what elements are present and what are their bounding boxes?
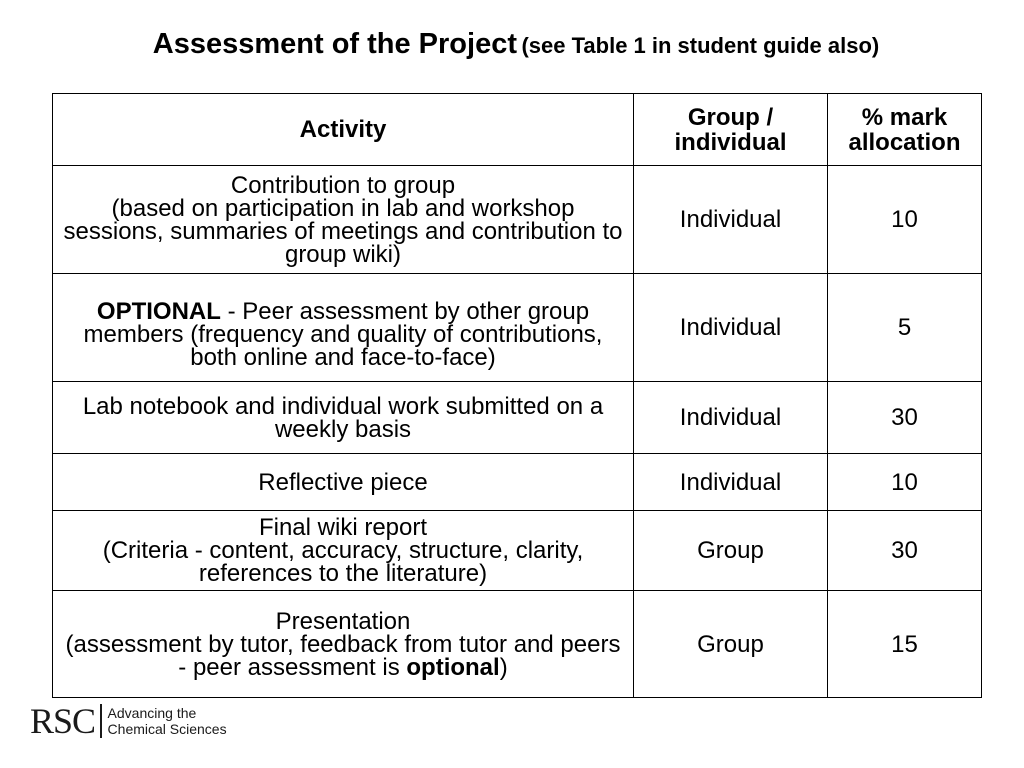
cell-activity: Final wiki report (Criteria - content, accuracy, structure, clarity, references to the literature) [53,511,634,591]
table-row [53,591,982,698]
cell-group: Group [634,591,828,698]
logo-divider [100,704,102,738]
cell-mark: 30 [828,382,982,454]
cell-group: Individual [634,274,828,382]
header-mark-allocation: % mark allocation [828,94,982,166]
title-main: Assessment of the Project [152,28,517,60]
cell-mark: 10 [828,166,982,274]
cell-activity: Lab notebook and individual work submitted on a weekly basis [53,382,634,454]
cell-activity: Reflective piece [53,454,634,511]
cell-activity: Presentation (assessment by tutor, feedback from tutor and peers - peer assessment is optional) [53,591,634,698]
cell-group: Group [634,511,828,591]
table-header-row [53,94,982,166]
cell-mark: 10 [828,454,982,511]
table-row [53,274,982,382]
cell-group: Individual [634,454,828,511]
header-group-individual: Group / individual [634,94,828,166]
cell-group: Individual [634,166,828,274]
cell-mark: 30 [828,511,982,591]
table-row [53,511,982,591]
table-row [53,166,982,274]
cell-mark: 15 [828,591,982,698]
cell-activity: OPTIONAL - Peer assessment by other group members (frequency and quality of contributions, both online and face-to-face) [53,274,634,382]
cell-group: Individual [634,382,828,454]
title-subtitle: (see Table 1 in student guide also) [521,33,880,58]
page-title [0,28,1024,61]
rsc-logo [30,701,227,741]
assessment-table [52,93,982,698]
table-row [53,382,982,454]
cell-mark: 5 [828,274,982,382]
cell-activity: Contribution to group (based on participation in lab and workshop sessions, summaries of meetings and contribution to group wiki) [53,166,634,274]
table-row [53,454,982,511]
header-activity: Activity [53,94,634,166]
logo-mark: RSC [30,701,96,741]
logo-tagline: Advancing the Chemical Sciences [107,705,227,737]
